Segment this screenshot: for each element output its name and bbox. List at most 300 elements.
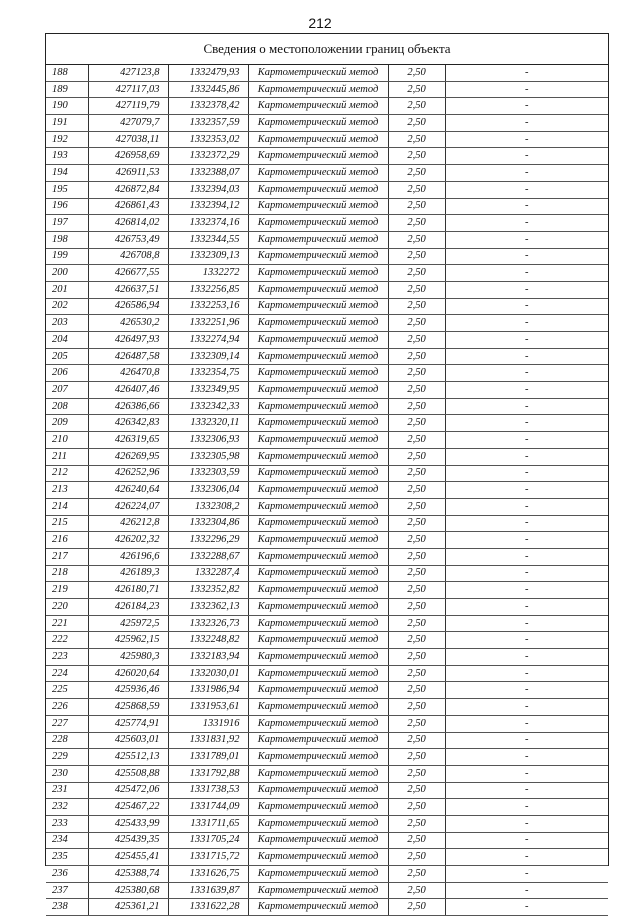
x-coordinate-cell: 426958,69	[88, 148, 168, 165]
accuracy-cell: 2,50	[388, 198, 445, 215]
description-cell: -	[445, 782, 608, 799]
accuracy-cell: 2,50	[388, 482, 445, 499]
accuracy-cell: 2,50	[388, 699, 445, 716]
y-coordinate-cell: 1332183,94	[168, 649, 248, 666]
table-row	[46, 231, 608, 248]
point-number-cell: 197	[46, 215, 88, 232]
accuracy-cell: 2,50	[388, 65, 445, 81]
accuracy-cell: 2,50	[388, 465, 445, 482]
table-row	[46, 348, 608, 365]
method-cell: Картометрический метод	[248, 165, 388, 182]
description-cell: -	[445, 248, 608, 265]
x-coordinate-cell: 425962,15	[88, 632, 168, 649]
table-row	[46, 565, 608, 582]
table-row	[46, 415, 608, 432]
x-coordinate-cell: 425603,01	[88, 732, 168, 749]
y-coordinate-cell: 1332353,02	[168, 131, 248, 148]
y-coordinate-cell: 1332394,12	[168, 198, 248, 215]
y-coordinate-cell: 1332352,82	[168, 582, 248, 599]
method-cell: Картометрический метод	[248, 866, 388, 883]
method-cell: Картометрический метод	[248, 532, 388, 549]
accuracy-cell: 2,50	[388, 298, 445, 315]
x-coordinate-cell: 426180,71	[88, 582, 168, 599]
point-number-cell: 220	[46, 599, 88, 616]
x-coordinate-cell: 426497,93	[88, 332, 168, 349]
point-number-cell: 236	[46, 866, 88, 883]
description-cell: -	[445, 81, 608, 98]
point-number-cell: 190	[46, 98, 88, 115]
description-cell: -	[445, 131, 608, 148]
x-coordinate-cell: 426202,32	[88, 532, 168, 549]
method-cell: Картометрический метод	[248, 332, 388, 349]
x-coordinate-cell: 426020,64	[88, 665, 168, 682]
point-number-cell: 192	[46, 131, 88, 148]
method-cell: Картометрический метод	[248, 665, 388, 682]
description-cell: -	[445, 181, 608, 198]
method-cell: Картометрический метод	[248, 248, 388, 265]
point-number-cell: 227	[46, 715, 88, 732]
point-number-cell: 194	[46, 165, 88, 182]
method-cell: Картометрический метод	[248, 749, 388, 766]
description-cell: -	[445, 365, 608, 382]
table-row	[46, 682, 608, 699]
method-cell: Картометрический метод	[248, 348, 388, 365]
y-coordinate-cell: 1332256,85	[168, 281, 248, 298]
method-cell: Картометрический метод	[248, 599, 388, 616]
description-cell: -	[445, 548, 608, 565]
table-row	[46, 215, 608, 232]
method-cell: Картометрический метод	[248, 498, 388, 515]
table-row	[46, 498, 608, 515]
table-row	[46, 98, 608, 115]
y-coordinate-cell: 1331639,87	[168, 882, 248, 899]
accuracy-cell: 2,50	[388, 181, 445, 198]
table-row	[46, 382, 608, 399]
accuracy-cell: 2,50	[388, 532, 445, 549]
description-cell: -	[445, 465, 608, 482]
description-cell: -	[445, 265, 608, 282]
x-coordinate-cell: 426677,55	[88, 265, 168, 282]
description-cell: -	[445, 432, 608, 449]
method-cell: Картометрический метод	[248, 365, 388, 382]
accuracy-cell: 2,50	[388, 632, 445, 649]
x-coordinate-cell: 426269,95	[88, 448, 168, 465]
page-number: 212	[308, 15, 332, 31]
method-cell: Картометрический метод	[248, 65, 388, 81]
accuracy-cell: 2,50	[388, 398, 445, 415]
accuracy-cell: 2,50	[388, 281, 445, 298]
accuracy-cell: 2,50	[388, 615, 445, 632]
accuracy-cell: 2,50	[388, 515, 445, 532]
y-coordinate-cell: 1331626,75	[168, 866, 248, 883]
method-cell: Картометрический метод	[248, 632, 388, 649]
x-coordinate-cell: 427117,03	[88, 81, 168, 98]
x-coordinate-cell: 426407,46	[88, 382, 168, 399]
description-cell: -	[445, 599, 608, 616]
description-cell: -	[445, 682, 608, 699]
table-row	[46, 815, 608, 832]
y-coordinate-cell: 1332309,13	[168, 248, 248, 265]
accuracy-cell: 2,50	[388, 815, 445, 832]
method-cell: Картометрический метод	[248, 198, 388, 215]
table-row	[46, 315, 608, 332]
y-coordinate-cell: 1332354,75	[168, 365, 248, 382]
accuracy-cell: 2,50	[388, 231, 445, 248]
method-cell: Картометрический метод	[248, 699, 388, 716]
method-cell: Картометрический метод	[248, 615, 388, 632]
method-cell: Картометрический метод	[248, 98, 388, 115]
point-number-cell: 209	[46, 415, 88, 432]
description-cell: -	[445, 98, 608, 115]
point-number-cell: 223	[46, 649, 88, 666]
accuracy-cell: 2,50	[388, 599, 445, 616]
point-number-cell: 234	[46, 832, 88, 849]
description-cell: -	[445, 615, 608, 632]
point-number-cell: 238	[46, 899, 88, 916]
point-number-cell: 198	[46, 231, 88, 248]
y-coordinate-cell: 1332253,16	[168, 298, 248, 315]
table-row	[46, 849, 608, 866]
description-cell: -	[445, 866, 608, 883]
y-coordinate-cell: 1332274,94	[168, 332, 248, 349]
x-coordinate-cell: 425774,91	[88, 715, 168, 732]
table-row	[46, 281, 608, 298]
method-cell: Картометрический метод	[248, 548, 388, 565]
table-row	[46, 882, 608, 899]
accuracy-cell: 2,50	[388, 415, 445, 432]
x-coordinate-cell: 427119,79	[88, 98, 168, 115]
y-coordinate-cell: 1332372,29	[168, 148, 248, 165]
description-cell: -	[445, 565, 608, 582]
accuracy-cell: 2,50	[388, 866, 445, 883]
accuracy-cell: 2,50	[388, 899, 445, 916]
point-number-cell: 199	[46, 248, 88, 265]
y-coordinate-cell: 1332296,29	[168, 532, 248, 549]
point-number-cell: 213	[46, 482, 88, 499]
x-coordinate-cell: 425467,22	[88, 799, 168, 816]
description-cell: -	[445, 849, 608, 866]
x-coordinate-cell: 425380,68	[88, 882, 168, 899]
point-number-cell: 201	[46, 281, 88, 298]
y-coordinate-cell: 1331744,09	[168, 799, 248, 816]
accuracy-cell: 2,50	[388, 81, 445, 98]
x-coordinate-cell: 426487,58	[88, 348, 168, 365]
table-row	[46, 482, 608, 499]
table-row	[46, 699, 608, 716]
description-cell: -	[445, 649, 608, 666]
y-coordinate-cell: 1332479,93	[168, 65, 248, 81]
x-coordinate-cell: 425433,99	[88, 815, 168, 832]
y-coordinate-cell: 1332344,55	[168, 231, 248, 248]
point-number-cell: 230	[46, 765, 88, 782]
point-number-cell: 228	[46, 732, 88, 749]
point-number-cell: 232	[46, 799, 88, 816]
y-coordinate-cell: 1332326,73	[168, 615, 248, 632]
accuracy-cell: 2,50	[388, 448, 445, 465]
method-cell: Картометрический метод	[248, 465, 388, 482]
description-cell: -	[445, 815, 608, 832]
description-cell: -	[445, 582, 608, 599]
point-number-cell: 188	[46, 65, 88, 81]
description-cell: -	[445, 482, 608, 499]
description-cell: -	[445, 315, 608, 332]
table-row	[46, 665, 608, 682]
y-coordinate-cell: 1332305,98	[168, 448, 248, 465]
point-number-cell: 231	[46, 782, 88, 799]
y-coordinate-cell: 1331953,61	[168, 699, 248, 716]
table-row	[46, 548, 608, 565]
table-row	[46, 165, 608, 182]
method-cell: Картометрический метод	[248, 382, 388, 399]
x-coordinate-cell: 425388,74	[88, 866, 168, 883]
x-coordinate-cell: 426911,53	[88, 165, 168, 182]
point-number-cell: 200	[46, 265, 88, 282]
table-row	[46, 582, 608, 599]
y-coordinate-cell: 1332309,14	[168, 348, 248, 365]
table-row	[46, 81, 608, 98]
y-coordinate-cell: 1332308,2	[168, 498, 248, 515]
x-coordinate-cell: 427038,11	[88, 131, 168, 148]
point-number-cell: 206	[46, 365, 88, 382]
method-cell: Картометрический метод	[248, 899, 388, 916]
y-coordinate-cell: 1332251,96	[168, 315, 248, 332]
point-number-cell: 193	[46, 148, 88, 165]
accuracy-cell: 2,50	[388, 148, 445, 165]
point-number-cell: 204	[46, 332, 88, 349]
x-coordinate-cell: 427123,8	[88, 65, 168, 81]
method-cell: Картометрический метод	[248, 765, 388, 782]
method-cell: Картометрический метод	[248, 315, 388, 332]
method-cell: Картометрический метод	[248, 782, 388, 799]
description-cell: -	[445, 699, 608, 716]
table-row	[46, 432, 608, 449]
accuracy-cell: 2,50	[388, 315, 445, 332]
x-coordinate-cell: 426861,43	[88, 198, 168, 215]
table-row	[46, 332, 608, 349]
accuracy-cell: 2,50	[388, 265, 445, 282]
description-cell: -	[445, 498, 608, 515]
y-coordinate-cell: 1332445,86	[168, 81, 248, 98]
y-coordinate-cell: 1332362,13	[168, 599, 248, 616]
accuracy-cell: 2,50	[388, 115, 445, 132]
table-row	[46, 715, 608, 732]
x-coordinate-cell: 425980,3	[88, 649, 168, 666]
method-cell: Картометрический метод	[248, 565, 388, 582]
coordinates-table	[46, 65, 608, 916]
y-coordinate-cell: 1332378,42	[168, 98, 248, 115]
coordinates-table-body	[46, 65, 608, 916]
x-coordinate-cell: 426872,84	[88, 181, 168, 198]
y-coordinate-cell: 1332374,16	[168, 215, 248, 232]
y-coordinate-cell: 1331916	[168, 715, 248, 732]
accuracy-cell: 2,50	[388, 565, 445, 582]
point-number-cell: 219	[46, 582, 88, 599]
point-number-cell: 202	[46, 298, 88, 315]
accuracy-cell: 2,50	[388, 332, 445, 349]
point-number-cell: 196	[46, 198, 88, 215]
x-coordinate-cell: 425512,13	[88, 749, 168, 766]
accuracy-cell: 2,50	[388, 382, 445, 399]
method-cell: Картометрический метод	[248, 715, 388, 732]
x-coordinate-cell: 425508,88	[88, 765, 168, 782]
accuracy-cell: 2,50	[388, 765, 445, 782]
description-cell: -	[445, 231, 608, 248]
x-coordinate-cell: 425868,59	[88, 699, 168, 716]
method-cell: Картометрический метод	[248, 448, 388, 465]
x-coordinate-cell: 426386,66	[88, 398, 168, 415]
x-coordinate-cell: 426637,51	[88, 281, 168, 298]
table-row	[46, 365, 608, 382]
method-cell: Картометрический метод	[248, 115, 388, 132]
y-coordinate-cell: 1332272	[168, 265, 248, 282]
description-cell: -	[445, 515, 608, 532]
table-row	[46, 148, 608, 165]
x-coordinate-cell: 426184,23	[88, 599, 168, 616]
y-coordinate-cell: 1331792,88	[168, 765, 248, 782]
point-number-cell: 216	[46, 532, 88, 549]
accuracy-cell: 2,50	[388, 248, 445, 265]
point-number-cell: 210	[46, 432, 88, 449]
x-coordinate-cell: 425455,41	[88, 849, 168, 866]
table-row	[46, 749, 608, 766]
method-cell: Картометрический метод	[248, 732, 388, 749]
method-cell: Картометрический метод	[248, 582, 388, 599]
description-cell: -	[445, 281, 608, 298]
description-cell: -	[445, 382, 608, 399]
table-row	[46, 298, 608, 315]
accuracy-cell: 2,50	[388, 749, 445, 766]
point-number-cell: 211	[46, 448, 88, 465]
point-number-cell: 225	[46, 682, 88, 699]
point-number-cell: 191	[46, 115, 88, 132]
accuracy-cell: 2,50	[388, 582, 445, 599]
method-cell: Картометрический метод	[248, 181, 388, 198]
method-cell: Картометрический метод	[248, 148, 388, 165]
method-cell: Картометрический метод	[248, 231, 388, 248]
y-coordinate-cell: 1331789,01	[168, 749, 248, 766]
description-cell: -	[445, 398, 608, 415]
table-row	[46, 532, 608, 549]
method-cell: Картометрический метод	[248, 515, 388, 532]
table-row	[46, 131, 608, 148]
table-row	[46, 799, 608, 816]
accuracy-cell: 2,50	[388, 548, 445, 565]
method-cell: Картометрический метод	[248, 482, 388, 499]
x-coordinate-cell: 426530,2	[88, 315, 168, 332]
x-coordinate-cell: 426212,8	[88, 515, 168, 532]
table-row	[46, 448, 608, 465]
method-cell: Картометрический метод	[248, 832, 388, 849]
method-cell: Картометрический метод	[248, 81, 388, 98]
description-cell: -	[445, 882, 608, 899]
point-number-cell: 222	[46, 632, 88, 649]
x-coordinate-cell: 426708,8	[88, 248, 168, 265]
table-row	[46, 832, 608, 849]
description-cell: -	[445, 115, 608, 132]
point-number-cell: 215	[46, 515, 88, 532]
table-row	[46, 181, 608, 198]
x-coordinate-cell: 426189,3	[88, 565, 168, 582]
method-cell: Картометрический метод	[248, 849, 388, 866]
point-number-cell: 233	[46, 815, 88, 832]
table-row	[46, 65, 608, 81]
x-coordinate-cell: 426470,8	[88, 365, 168, 382]
y-coordinate-cell: 1332248,82	[168, 632, 248, 649]
description-cell: -	[445, 899, 608, 916]
x-coordinate-cell: 425361,21	[88, 899, 168, 916]
point-number-cell: 221	[46, 615, 88, 632]
x-coordinate-cell: 425439,35	[88, 832, 168, 849]
point-number-cell: 212	[46, 465, 88, 482]
y-coordinate-cell: 1332349,95	[168, 382, 248, 399]
x-coordinate-cell: 426586,94	[88, 298, 168, 315]
description-cell: -	[445, 348, 608, 365]
description-cell: -	[445, 165, 608, 182]
point-number-cell: 224	[46, 665, 88, 682]
table-row	[46, 782, 608, 799]
table-title: Сведения о местоположении границ объекта	[46, 34, 608, 65]
accuracy-cell: 2,50	[388, 882, 445, 899]
description-cell: -	[445, 732, 608, 749]
method-cell: Картометрический метод	[248, 882, 388, 899]
accuracy-cell: 2,50	[388, 215, 445, 232]
description-cell: -	[445, 415, 608, 432]
x-coordinate-cell: 427079,7	[88, 115, 168, 132]
table-row	[46, 465, 608, 482]
description-cell: -	[445, 148, 608, 165]
table-row	[46, 632, 608, 649]
x-coordinate-cell: 426196,6	[88, 548, 168, 565]
table-row	[46, 398, 608, 415]
table-row	[46, 248, 608, 265]
y-coordinate-cell: 1331738,53	[168, 782, 248, 799]
y-coordinate-cell: 1332287,4	[168, 565, 248, 582]
method-cell: Картометрический метод	[248, 682, 388, 699]
x-coordinate-cell: 425972,5	[88, 615, 168, 632]
method-cell: Картометрический метод	[248, 432, 388, 449]
point-number-cell: 205	[46, 348, 88, 365]
description-cell: -	[445, 198, 608, 215]
x-coordinate-cell: 426753,49	[88, 231, 168, 248]
description-cell: -	[445, 532, 608, 549]
x-coordinate-cell: 426319,65	[88, 432, 168, 449]
description-cell: -	[445, 215, 608, 232]
description-cell: -	[445, 332, 608, 349]
method-cell: Картометрический метод	[248, 799, 388, 816]
point-number-cell: 218	[46, 565, 88, 582]
table-row	[46, 649, 608, 666]
accuracy-cell: 2,50	[388, 432, 445, 449]
y-coordinate-cell: 1332304,86	[168, 515, 248, 532]
y-coordinate-cell: 1332388,07	[168, 165, 248, 182]
accuracy-cell: 2,50	[388, 498, 445, 515]
description-cell: -	[445, 765, 608, 782]
method-cell: Картометрический метод	[248, 281, 388, 298]
table-row	[46, 615, 608, 632]
x-coordinate-cell: 426342,83	[88, 415, 168, 432]
point-number-cell: 217	[46, 548, 88, 565]
method-cell: Картометрический метод	[248, 265, 388, 282]
accuracy-cell: 2,50	[388, 365, 445, 382]
y-coordinate-cell: 1331622,28	[168, 899, 248, 916]
table-row	[46, 198, 608, 215]
x-coordinate-cell: 425472,06	[88, 782, 168, 799]
y-coordinate-cell: 1332394,03	[168, 181, 248, 198]
point-number-cell: 237	[46, 882, 88, 899]
accuracy-cell: 2,50	[388, 732, 445, 749]
x-coordinate-cell: 426814,02	[88, 215, 168, 232]
y-coordinate-cell: 1332303,59	[168, 465, 248, 482]
